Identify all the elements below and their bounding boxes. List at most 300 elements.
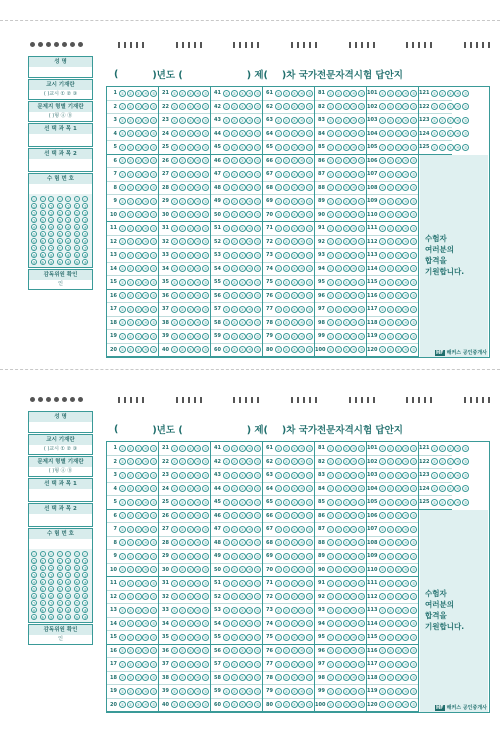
- answer-bubble[interactable]: ④: [144, 648, 148, 654]
- exam-digit-bubble[interactable]: ⑧: [83, 608, 88, 613]
- answer-bubble[interactable]: ⑤: [307, 594, 312, 600]
- answer-bubble[interactable]: ③: [344, 553, 348, 559]
- answer-bubble[interactable]: ④: [196, 347, 200, 353]
- answer-bubble[interactable]: ①: [276, 459, 281, 465]
- answer-bubble[interactable]: ②: [128, 513, 132, 519]
- answer-bubble[interactable]: ⑤: [255, 688, 260, 694]
- answer-bubble[interactable]: ②: [232, 306, 236, 312]
- answer-bubble[interactable]: ①: [276, 333, 281, 339]
- answer-bubble[interactable]: ①: [432, 104, 437, 110]
- exam-digit-bubble[interactable]: ④: [83, 580, 88, 585]
- exam-digit-bubble[interactable]: ②: [57, 211, 62, 216]
- answer-bubble[interactable]: ②: [336, 553, 340, 559]
- exam-digit-bubble[interactable]: ⑧: [57, 253, 62, 258]
- answer-bubble[interactable]: ⑤: [151, 567, 156, 573]
- answer-bubble[interactable]: ⑤: [255, 661, 260, 667]
- answer-bubble[interactable]: ①: [380, 306, 385, 312]
- answer-bubble[interactable]: ④: [352, 634, 356, 640]
- answer-bubble[interactable]: ④: [196, 144, 200, 150]
- answer-bubble[interactable]: ④: [300, 580, 304, 586]
- answer-bubble[interactable]: ①: [224, 675, 229, 681]
- answer-bubble[interactable]: ⑤: [411, 158, 416, 164]
- answer-bubble[interactable]: ②: [336, 212, 340, 218]
- answer-bubble[interactable]: ①: [380, 252, 385, 258]
- answer-bubble[interactable]: ①: [172, 185, 177, 191]
- answer-bubble[interactable]: ③: [344, 607, 348, 613]
- answer-bubble[interactable]: ⑤: [411, 117, 416, 123]
- exam-digit-bubble[interactable]: ③: [75, 218, 79, 223]
- answer-bubble[interactable]: ②: [180, 90, 184, 96]
- answer-bubble[interactable]: ②: [180, 445, 184, 451]
- answer-bubble[interactable]: ⑤: [307, 333, 312, 339]
- exam-digit-bubble[interactable]: ②: [40, 211, 45, 216]
- answer-bubble[interactable]: ④: [456, 486, 460, 492]
- answer-bubble[interactable]: ⑤: [255, 499, 260, 505]
- answer-bubble[interactable]: ④: [144, 445, 148, 451]
- answer-bubble[interactable]: ②: [232, 266, 236, 272]
- answer-bubble[interactable]: ①: [120, 472, 125, 478]
- answer-bubble[interactable]: ②: [388, 459, 392, 465]
- answer-bubble[interactable]: ②: [336, 540, 340, 546]
- answer-bubble[interactable]: ④: [196, 171, 200, 177]
- answer-bubble[interactable]: ①: [328, 198, 333, 204]
- answer-bubble[interactable]: ③: [136, 347, 140, 353]
- answer-bubble[interactable]: ①: [328, 540, 333, 546]
- answer-bubble[interactable]: ④: [352, 306, 356, 312]
- answer-bubble[interactable]: ④: [196, 185, 200, 191]
- exam-digit-bubble[interactable]: ⓪: [83, 552, 88, 557]
- answer-bubble[interactable]: ①: [224, 621, 229, 627]
- answer-bubble[interactable]: ①: [328, 131, 333, 137]
- answer-bubble[interactable]: ②: [388, 171, 392, 177]
- answer-bubble[interactable]: ③: [240, 702, 244, 708]
- answer-bubble[interactable]: ⑤: [307, 252, 312, 258]
- answer-bubble[interactable]: ④: [144, 594, 148, 600]
- answer-bubble[interactable]: ⑤: [359, 198, 364, 204]
- answer-bubble[interactable]: ③: [188, 90, 192, 96]
- answer-bubble[interactable]: ④: [404, 90, 408, 96]
- exam-digit-bubble[interactable]: ③: [49, 218, 53, 223]
- answer-bubble[interactable]: ④: [352, 567, 356, 573]
- answer-bubble[interactable]: ⑤: [307, 634, 312, 640]
- answer-bubble[interactable]: ②: [180, 567, 184, 573]
- answer-bubble[interactable]: ④: [144, 486, 148, 492]
- answer-bubble[interactable]: ②: [388, 90, 392, 96]
- answer-bubble[interactable]: ①: [120, 567, 125, 573]
- answer-bubble[interactable]: ②: [388, 499, 392, 505]
- answer-bubble[interactable]: ①: [224, 117, 229, 123]
- answer-bubble[interactable]: ①: [328, 104, 333, 110]
- answer-bubble[interactable]: ③: [188, 607, 192, 613]
- exam-number-field[interactable]: [29, 539, 92, 549]
- exam-digit-bubble[interactable]: ⑥: [75, 594, 79, 599]
- answer-bubble[interactable]: ①: [328, 117, 333, 123]
- exam-digit-bubble[interactable]: ①: [75, 204, 79, 209]
- answer-bubble[interactable]: ④: [248, 540, 252, 546]
- answer-bubble[interactable]: ①: [328, 580, 333, 586]
- answer-bubble[interactable]: ①: [120, 266, 125, 272]
- exam-digit-bubble[interactable]: ④: [75, 225, 79, 230]
- answer-bubble[interactable]: ④: [404, 648, 408, 654]
- answer-bubble[interactable]: ①: [224, 445, 229, 451]
- answer-bubble[interactable]: ③: [344, 347, 348, 353]
- answer-bubble[interactable]: ①: [380, 472, 385, 478]
- answer-bubble[interactable]: ②: [388, 239, 392, 245]
- answer-bubble[interactable]: ①: [276, 594, 281, 600]
- answer-bubble[interactable]: ④: [404, 567, 408, 573]
- answer-bubble[interactable]: ①: [380, 459, 385, 465]
- answer-bubble[interactable]: ②: [336, 144, 340, 150]
- exam-digit-bubble[interactable]: ③: [32, 218, 36, 223]
- answer-bubble[interactable]: ①: [380, 634, 385, 640]
- answer-bubble[interactable]: ①: [380, 594, 385, 600]
- answer-bubble[interactable]: ②: [284, 472, 288, 478]
- answer-bubble[interactable]: ③: [448, 499, 452, 505]
- answer-bubble[interactable]: ③: [344, 104, 348, 110]
- answer-bubble[interactable]: ④: [248, 621, 252, 627]
- answer-bubble[interactable]: ④: [300, 594, 304, 600]
- answer-bubble[interactable]: ⑤: [151, 513, 156, 519]
- answer-bubble[interactable]: ③: [136, 144, 140, 150]
- answer-bubble[interactable]: ④: [144, 472, 148, 478]
- answer-bubble[interactable]: ③: [344, 445, 348, 451]
- answer-bubble[interactable]: ①: [328, 90, 333, 96]
- answer-bubble[interactable]: ②: [388, 553, 392, 559]
- answer-bubble[interactable]: ⑤: [203, 459, 208, 465]
- answer-bubble[interactable]: ④: [404, 459, 408, 465]
- answer-bubble[interactable]: ②: [284, 594, 288, 600]
- answer-bubble[interactable]: ②: [336, 607, 340, 613]
- answer-bubble[interactable]: ④: [144, 688, 148, 694]
- answer-bubble[interactable]: ③: [344, 225, 348, 231]
- answer-bubble[interactable]: ①: [224, 104, 229, 110]
- answer-bubble[interactable]: ③: [188, 580, 192, 586]
- answer-bubble[interactable]: ③: [448, 131, 452, 137]
- answer-bubble[interactable]: ①: [120, 212, 125, 218]
- answer-bubble[interactable]: ①: [276, 621, 281, 627]
- answer-bubble[interactable]: ③: [188, 553, 192, 559]
- answer-bubble[interactable]: ①: [120, 117, 125, 123]
- answer-bubble[interactable]: ②: [284, 526, 288, 532]
- answer-bubble[interactable]: ⑤: [359, 158, 364, 164]
- answer-bubble[interactable]: ①: [328, 688, 333, 694]
- answer-bubble[interactable]: ②: [180, 198, 184, 204]
- answer-bubble[interactable]: ⑤: [203, 702, 208, 708]
- exam-digit-bubble[interactable]: ⑦: [40, 601, 45, 606]
- answer-bubble[interactable]: ②: [232, 171, 236, 177]
- exam-digit-bubble[interactable]: ①: [49, 204, 53, 209]
- exam-digit-bubble[interactable]: ⑨: [83, 615, 88, 620]
- answer-bubble[interactable]: ②: [284, 293, 288, 299]
- answer-bubble[interactable]: ③: [292, 185, 296, 191]
- answer-bubble[interactable]: ②: [388, 607, 392, 613]
- answer-bubble[interactable]: ④: [248, 553, 252, 559]
- answer-bubble[interactable]: ③: [188, 648, 192, 654]
- answer-bubble[interactable]: ⑤: [255, 279, 260, 285]
- answer-bubble[interactable]: ②: [336, 131, 340, 137]
- answer-bubble[interactable]: ④: [352, 144, 356, 150]
- answer-bubble[interactable]: ②: [336, 675, 340, 681]
- answer-bubble[interactable]: ①: [120, 661, 125, 667]
- answer-bubble[interactable]: ④: [300, 513, 304, 519]
- exam-digit-bubble[interactable]: ⑥: [83, 594, 88, 599]
- answer-bubble[interactable]: ①: [172, 661, 177, 667]
- answer-bubble[interactable]: ⑤: [203, 212, 208, 218]
- answer-bubble[interactable]: ⑤: [359, 306, 364, 312]
- answer-bubble[interactable]: ③: [240, 459, 244, 465]
- answer-bubble[interactable]: ③: [136, 239, 140, 245]
- answer-bubble[interactable]: ③: [396, 621, 400, 627]
- answer-bubble[interactable]: ④: [196, 252, 200, 258]
- answer-bubble[interactable]: ③: [240, 567, 244, 573]
- answer-bubble[interactable]: ②: [128, 144, 132, 150]
- answer-bubble[interactable]: ④: [196, 293, 200, 299]
- answer-bubble[interactable]: ②: [284, 607, 288, 613]
- answer-bubble[interactable]: ④: [196, 320, 200, 326]
- answer-bubble[interactable]: ⑤: [359, 266, 364, 272]
- answer-bubble[interactable]: ①: [172, 252, 177, 258]
- answer-bubble[interactable]: ④: [248, 486, 252, 492]
- exam-digit-bubble[interactable]: ③: [75, 573, 79, 578]
- answer-bubble[interactable]: ④: [352, 239, 356, 245]
- answer-bubble[interactable]: ③: [136, 279, 140, 285]
- answer-bubble[interactable]: ②: [180, 333, 184, 339]
- answer-bubble[interactable]: ④: [248, 131, 252, 137]
- answer-bubble[interactable]: ⑤: [307, 239, 312, 245]
- answer-bubble[interactable]: ④: [196, 158, 200, 164]
- answer-bubble[interactable]: ②: [284, 266, 288, 272]
- answer-bubble[interactable]: ⑤: [359, 634, 364, 640]
- answer-bubble[interactable]: ⑤: [463, 486, 468, 492]
- answer-bubble[interactable]: ②: [232, 540, 236, 546]
- answer-bubble[interactable]: ⑤: [411, 621, 416, 627]
- answer-bubble[interactable]: ①: [328, 472, 333, 478]
- answer-bubble[interactable]: ①: [224, 333, 229, 339]
- answer-bubble[interactable]: ⑤: [359, 320, 364, 326]
- answer-bubble[interactable]: ②: [232, 621, 236, 627]
- exam-digit-bubble[interactable]: ①: [66, 204, 71, 209]
- answer-bubble[interactable]: ④: [196, 279, 200, 285]
- answer-bubble[interactable]: ③: [344, 144, 348, 150]
- answer-bubble[interactable]: ⑤: [411, 131, 416, 137]
- exam-digit-bubble[interactable]: ⓪: [49, 197, 54, 202]
- answer-bubble[interactable]: ⑤: [463, 445, 468, 451]
- exam-digit-bubble[interactable]: ⑧: [57, 608, 62, 613]
- answer-bubble[interactable]: ④: [144, 333, 148, 339]
- answer-bubble[interactable]: ③: [396, 158, 400, 164]
- answer-bubble[interactable]: ①: [276, 688, 281, 694]
- answer-bubble[interactable]: ①: [380, 347, 385, 353]
- answer-bubble[interactable]: ①: [276, 266, 281, 272]
- answer-bubble[interactable]: ①: [328, 320, 333, 326]
- answer-bubble[interactable]: ⑤: [203, 594, 208, 600]
- answer-bubble[interactable]: ③: [240, 499, 244, 505]
- answer-bubble[interactable]: ⑤: [411, 171, 416, 177]
- answer-bubble[interactable]: ③: [188, 158, 192, 164]
- exam-digit-bubble[interactable]: ②: [49, 211, 53, 216]
- exam-digit-bubble[interactable]: ③: [57, 218, 62, 223]
- answer-bubble[interactable]: ③: [292, 526, 296, 532]
- answer-bubble[interactable]: ②: [388, 567, 392, 573]
- answer-bubble[interactable]: ②: [232, 594, 236, 600]
- answer-bubble[interactable]: ④: [248, 185, 252, 191]
- exam-digit-bubble[interactable]: ⑦: [32, 601, 36, 606]
- answer-bubble[interactable]: ⑤: [307, 580, 312, 586]
- answer-bubble[interactable]: ①: [380, 526, 385, 532]
- exam-digit-bubble[interactable]: ⑧: [49, 608, 53, 613]
- answer-bubble[interactable]: ②: [388, 688, 392, 694]
- answer-bubble[interactable]: ②: [232, 293, 236, 299]
- answer-bubble[interactable]: ②: [388, 675, 392, 681]
- answer-bubble[interactable]: ①: [328, 252, 333, 258]
- answer-bubble[interactable]: ④: [248, 499, 252, 505]
- answer-bubble[interactable]: ②: [128, 333, 132, 339]
- answer-bubble[interactable]: ③: [396, 526, 400, 532]
- answer-bubble[interactable]: ②: [336, 225, 340, 231]
- answer-bubble[interactable]: ①: [380, 661, 385, 667]
- answer-bubble[interactable]: ④: [248, 688, 252, 694]
- answer-bubble[interactable]: ④: [300, 279, 304, 285]
- answer-bubble[interactable]: ③: [136, 117, 140, 123]
- answer-bubble[interactable]: ⑤: [255, 171, 260, 177]
- answer-bubble[interactable]: ④: [352, 526, 356, 532]
- answer-bubble[interactable]: ③: [136, 445, 140, 451]
- answer-bubble[interactable]: ⑤: [203, 266, 208, 272]
- answer-bubble[interactable]: ③: [344, 279, 348, 285]
- answer-bubble[interactable]: ③: [396, 131, 400, 137]
- exam-digit-bubble[interactable]: ③: [49, 573, 53, 578]
- answer-bubble[interactable]: ④: [456, 472, 460, 478]
- answer-bubble[interactable]: ③: [344, 131, 348, 137]
- answer-bubble[interactable]: ③: [344, 499, 348, 505]
- answer-bubble[interactable]: ③: [136, 567, 140, 573]
- answer-bubble[interactable]: ③: [136, 185, 140, 191]
- answer-bubble[interactable]: ①: [224, 320, 229, 326]
- answer-bubble[interactable]: ④: [144, 320, 148, 326]
- exam-digit-bubble[interactable]: ⓪: [49, 552, 54, 557]
- answer-bubble[interactable]: ④: [144, 553, 148, 559]
- exam-digit-bubble[interactable]: ⑨: [75, 615, 79, 620]
- exam-digit-bubble[interactable]: ⑨: [57, 260, 62, 265]
- answer-bubble[interactable]: ③: [344, 540, 348, 546]
- answer-bubble[interactable]: ②: [336, 580, 340, 586]
- answer-bubble[interactable]: ②: [128, 661, 132, 667]
- answer-bubble[interactable]: ③: [396, 648, 400, 654]
- answer-bubble[interactable]: ③: [344, 594, 348, 600]
- answer-bubble[interactable]: ①: [172, 513, 177, 519]
- answer-bubble[interactable]: ⑤: [359, 185, 364, 191]
- answer-bubble[interactable]: ②: [232, 513, 236, 519]
- exam-digit-bubble[interactable]: ①: [75, 559, 79, 564]
- answer-bubble[interactable]: ③: [188, 225, 192, 231]
- answer-bubble[interactable]: ④: [404, 104, 408, 110]
- answer-bubble[interactable]: ②: [128, 594, 132, 600]
- exam-digit-bubble[interactable]: ⑦: [32, 246, 36, 251]
- answer-bubble[interactable]: ①: [328, 239, 333, 245]
- answer-bubble[interactable]: ④: [404, 225, 408, 231]
- answer-bubble[interactable]: ①: [328, 158, 333, 164]
- answer-bubble[interactable]: ②: [232, 225, 236, 231]
- answer-bubble[interactable]: ②: [128, 239, 132, 245]
- exam-digit-bubble[interactable]: ⑤: [40, 587, 45, 592]
- exam-digit-bubble[interactable]: ④: [40, 225, 45, 230]
- answer-bubble[interactable]: ③: [136, 104, 140, 110]
- answer-bubble[interactable]: ①: [172, 648, 177, 654]
- answer-bubble[interactable]: ⑤: [255, 239, 260, 245]
- answer-bubble[interactable]: ①: [328, 333, 333, 339]
- answer-bubble[interactable]: ⑤: [203, 347, 208, 353]
- exam-digit-bubble[interactable]: ①: [83, 204, 88, 209]
- answer-bubble[interactable]: ⑤: [307, 306, 312, 312]
- answer-bubble[interactable]: ③: [344, 266, 348, 272]
- answer-bubble[interactable]: ②: [388, 526, 392, 532]
- answer-bubble[interactable]: ⑤: [151, 171, 156, 177]
- answer-bubble[interactable]: ③: [292, 90, 296, 96]
- answer-bubble[interactable]: ④: [300, 266, 304, 272]
- answer-bubble[interactable]: ②: [440, 445, 444, 451]
- answer-bubble[interactable]: ①: [276, 212, 281, 218]
- exam-digit-bubble[interactable]: ⑧: [32, 253, 36, 258]
- answer-bubble[interactable]: ④: [352, 252, 356, 258]
- answer-bubble[interactable]: ④: [248, 293, 252, 299]
- answer-bubble[interactable]: ⑤: [463, 90, 468, 96]
- session-options[interactable]: ( )교시 ① ② ③: [43, 91, 78, 97]
- answer-bubble[interactable]: ③: [396, 293, 400, 299]
- answer-bubble[interactable]: ③: [292, 459, 296, 465]
- answer-bubble[interactable]: ③: [396, 117, 400, 123]
- answer-bubble[interactable]: ②: [128, 90, 132, 96]
- answer-bubble[interactable]: ②: [232, 445, 236, 451]
- answer-bubble[interactable]: ①: [328, 634, 333, 640]
- answer-bubble[interactable]: ⑤: [359, 117, 364, 123]
- answer-bubble[interactable]: ②: [180, 634, 184, 640]
- answer-bubble[interactable]: ②: [128, 185, 132, 191]
- answer-bubble[interactable]: ③: [188, 117, 192, 123]
- answer-bubble[interactable]: ③: [240, 553, 244, 559]
- answer-bubble[interactable]: ⑤: [255, 347, 260, 353]
- answer-bubble[interactable]: ④: [352, 347, 356, 353]
- answer-bubble[interactable]: ①: [120, 293, 125, 299]
- answer-bubble[interactable]: ④: [352, 675, 356, 681]
- answer-bubble[interactable]: ②: [336, 594, 340, 600]
- answer-bubble[interactable]: ④: [144, 90, 148, 96]
- exam-digit-bubble[interactable]: ⑨: [40, 260, 45, 265]
- answer-bubble[interactable]: ①: [224, 472, 229, 478]
- answer-bubble[interactable]: ①: [380, 279, 385, 285]
- answer-bubble[interactable]: ④: [144, 526, 148, 532]
- exam-digit-bubble[interactable]: ⑤: [40, 232, 45, 237]
- answer-bubble[interactable]: ⑤: [255, 131, 260, 137]
- answer-bubble[interactable]: ②: [128, 117, 132, 123]
- answer-bubble[interactable]: ④: [196, 225, 200, 231]
- answer-bubble[interactable]: ②: [128, 252, 132, 258]
- answer-bubble[interactable]: ⑤: [359, 104, 364, 110]
- answer-bubble[interactable]: ②: [388, 661, 392, 667]
- answer-bubble[interactable]: ②: [180, 540, 184, 546]
- answer-bubble[interactable]: ④: [248, 580, 252, 586]
- answer-bubble[interactable]: ⑤: [307, 90, 312, 96]
- answer-bubble[interactable]: ③: [188, 702, 192, 708]
- answer-bubble[interactable]: ③: [292, 320, 296, 326]
- answer-bubble[interactable]: ③: [344, 212, 348, 218]
- answer-bubble[interactable]: ②: [284, 252, 288, 258]
- answer-bubble[interactable]: ⑤: [151, 144, 156, 150]
- exam-digit-bubble[interactable]: ⑧: [49, 253, 53, 258]
- answer-bubble[interactable]: ③: [136, 198, 140, 204]
- answer-bubble[interactable]: ②: [336, 702, 340, 708]
- answer-bubble[interactable]: ③: [292, 131, 296, 137]
- answer-bubble[interactable]: ②: [232, 212, 236, 218]
